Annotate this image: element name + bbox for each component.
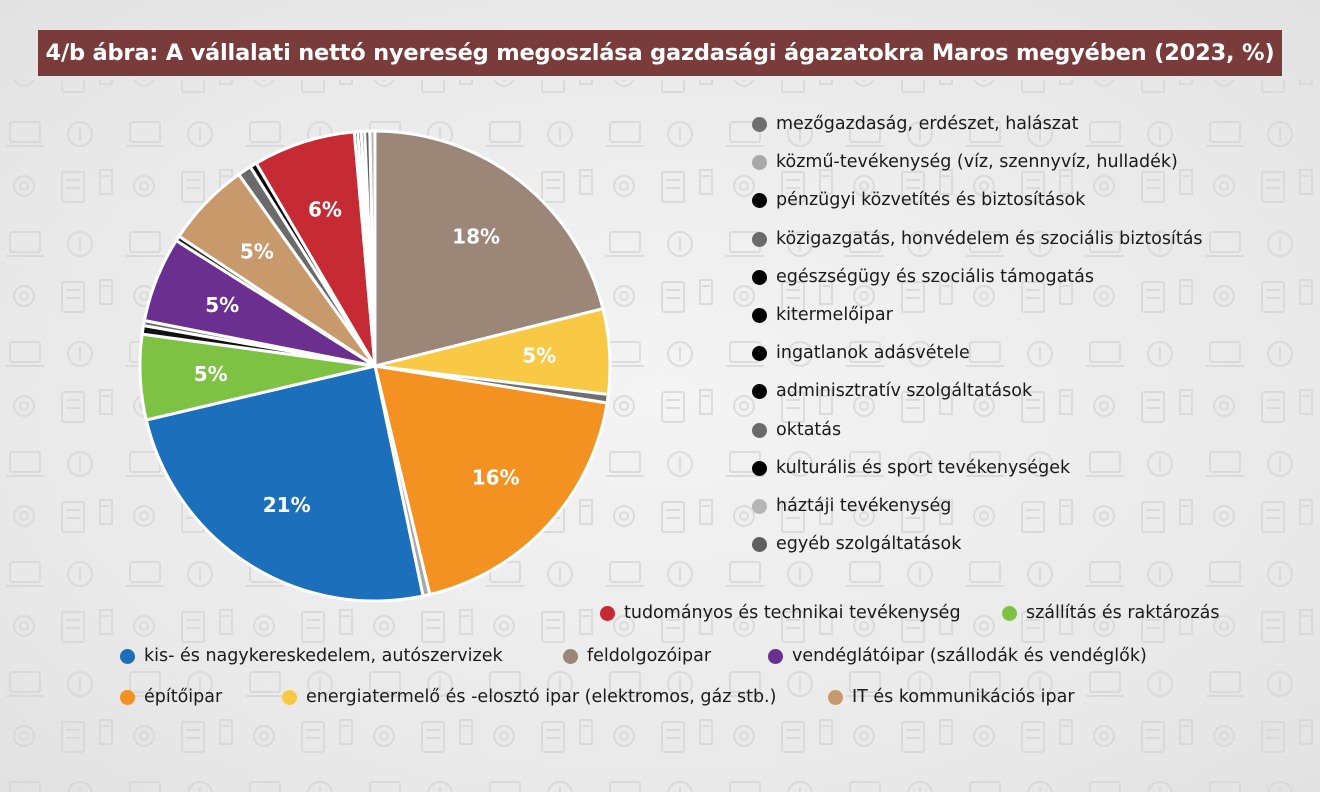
legend-label-18: energiatermelő és -elosztó ipar (elektromos, gáz stb.) bbox=[306, 687, 777, 707]
legend-swatch-12 bbox=[600, 606, 615, 621]
legend-item-2 bbox=[752, 187, 1085, 213]
legend-label-12: tudományos és technikai tevékenység bbox=[624, 603, 961, 623]
legend-swatch-6 bbox=[752, 346, 767, 361]
legend-swatch-2 bbox=[752, 193, 767, 208]
legend-swatch-19 bbox=[828, 690, 843, 705]
pie-label-3: 16% bbox=[471, 465, 520, 490]
legend-item-6 bbox=[752, 340, 970, 366]
legend-item-12 bbox=[600, 600, 961, 626]
legend-swatch-4 bbox=[752, 270, 767, 285]
legend-item-10 bbox=[752, 493, 951, 519]
legend-label-4: egészségügy és szociális támogatás bbox=[776, 267, 1094, 287]
legend-item-1 bbox=[752, 149, 1178, 175]
legend-swatch-1 bbox=[752, 155, 767, 170]
legend-label-1: közmű-tevékenység (víz, szennyvíz, hulladék) bbox=[776, 152, 1178, 172]
legend-label-5: kitermelőipar bbox=[776, 305, 893, 325]
legend-swatch-11 bbox=[752, 537, 767, 552]
legend-swatch-13 bbox=[1002, 606, 1017, 621]
legend-item-14 bbox=[120, 643, 503, 669]
legend-item-17 bbox=[120, 684, 222, 710]
legend-swatch-14 bbox=[120, 649, 135, 664]
legend-label-13: szállítás és raktározás bbox=[1026, 603, 1220, 623]
legend-item-3 bbox=[752, 226, 1203, 252]
legend-label-9: kulturális és sport tevékenységek bbox=[776, 458, 1071, 478]
legend-item-4 bbox=[752, 264, 1094, 290]
legend-label-2: pénzügyi közvetítés és biztosítások bbox=[776, 190, 1086, 210]
legend-label-14: kis- és nagykereskedelem, autószervizek bbox=[144, 646, 503, 666]
legend-item-0 bbox=[752, 111, 1079, 137]
legend-label-0: mezőgazdaság, erdészet, halászat bbox=[776, 114, 1079, 134]
legend-label-10: háztáji tevékenység bbox=[776, 496, 952, 516]
legend-item-16 bbox=[768, 643, 1147, 669]
legend-swatch-8 bbox=[752, 423, 767, 438]
legend-swatch-17 bbox=[120, 690, 135, 705]
legend-item-8 bbox=[752, 417, 841, 443]
legend-swatch-9 bbox=[752, 461, 767, 476]
pie-label-11: 5% bbox=[239, 239, 274, 264]
legend-label-15: feldolgozóipar bbox=[587, 646, 712, 666]
pie-label-6: 5% bbox=[193, 361, 228, 386]
legend-swatch-7 bbox=[752, 384, 767, 399]
legend-label-3: közigazgatás, honvédelem és szociális biztosítás bbox=[776, 229, 1203, 249]
legend-item-9 bbox=[752, 455, 1070, 481]
legend-item-7 bbox=[752, 378, 1032, 404]
legend-label-8: oktatás bbox=[776, 420, 842, 440]
legend-item-19 bbox=[828, 684, 1075, 710]
pie-label-14: 6% bbox=[308, 197, 342, 222]
legend-item-5 bbox=[752, 302, 893, 328]
legend-label-17: építőipar bbox=[144, 687, 223, 707]
chart-title: 4/b ábra: A vállalati nettó nyereség megoszlása gazdasági ágazatokra Maros megyében (2023, %) bbox=[38, 30, 1282, 76]
legend-swatch-10 bbox=[752, 499, 767, 514]
legend-item-15 bbox=[563, 643, 711, 669]
legend-swatch-18 bbox=[282, 690, 297, 705]
pie-label-9: 5% bbox=[205, 293, 240, 318]
legend-swatch-0 bbox=[752, 117, 767, 132]
pie-label-0: 18% bbox=[452, 224, 501, 249]
pie-label-1: 5% bbox=[522, 343, 557, 368]
pie-label-5: 21% bbox=[262, 492, 311, 517]
legend-item-18 bbox=[282, 684, 776, 710]
legend-label-16: vendéglátóipar (szállodák és vendéglők) bbox=[792, 646, 1147, 666]
legend-swatch-3 bbox=[752, 232, 767, 247]
legend-label-19: IT és kommunikációs ipar bbox=[852, 687, 1075, 707]
legend-item-11 bbox=[752, 531, 961, 557]
legend-swatch-5 bbox=[752, 308, 767, 323]
legend-label-11: egyéb szolgáltatások bbox=[776, 534, 962, 554]
legend-swatch-15 bbox=[563, 649, 578, 664]
legend-item-13 bbox=[1002, 600, 1220, 626]
legend-swatch-16 bbox=[768, 649, 783, 664]
legend-label-6: ingatlanok adásvétele bbox=[776, 343, 970, 363]
legend-label-7: adminisztratív szolgáltatások bbox=[776, 381, 1033, 401]
